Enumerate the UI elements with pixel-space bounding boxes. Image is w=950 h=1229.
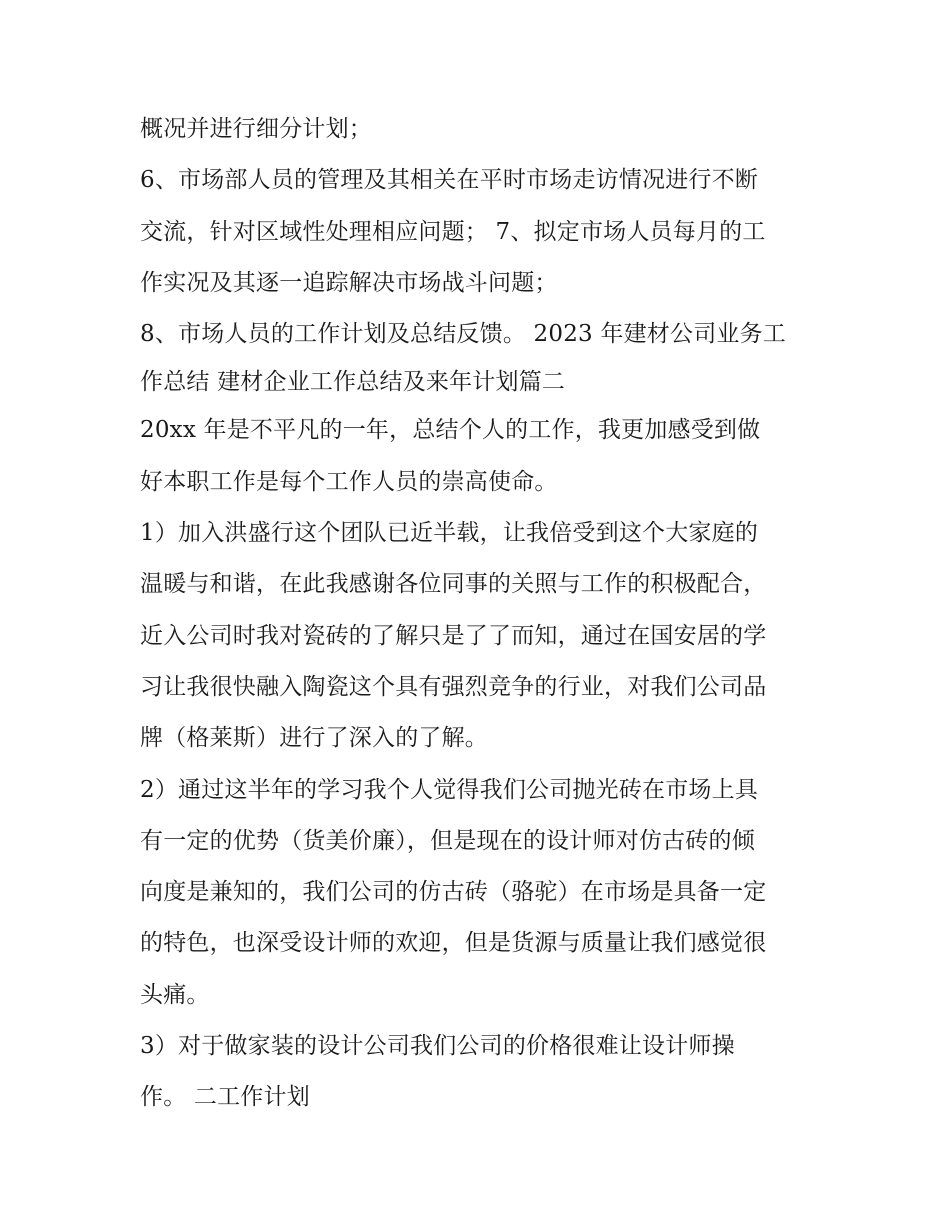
text-line-9: 1）加入洪盛行这个团队已近半载，让我倍受到这个大家庭的 [140, 520, 759, 547]
text-line-8: 好本职工作是每个工作人员的崇高使命。 [140, 468, 558, 495]
text-line-19: 3）对于做家装的设计公司我们公司的价格很难让设计师操 [140, 1033, 735, 1060]
text-line-5: 8、市场人员的工作计划及总结反馈。 2023 年建材公司业务工 [140, 321, 786, 348]
text-line-11: 近入公司时我对瓷砖的了解只是了了而知，通过在国安居的学 [140, 622, 767, 649]
text-line-18: 头痛。 [140, 981, 210, 1008]
text-line-2: 6、市场部人员的管理及其相关在平时市场走访情况进行不断 [140, 167, 759, 194]
document-body [140, 104, 830, 1124]
text-line-7: 20xx 年是不平凡的一年，总结个人的工作，我更加感受到做 [140, 417, 761, 444]
text-line-4: 作实况及其逐一追踪解决市场战斗问题； [140, 269, 558, 296]
text-line-16: 向度是兼知的，我们公司的仿古砖（骆驼）在市场是具备一定 [140, 879, 767, 906]
text-line-3: 交流，针对区域性处理相应问题； 7、拟定市场人员每月的工 [140, 218, 766, 245]
text-line-12: 习让我很快融入陶瓷这个具有强烈竞争的行业，对我们公司品 [140, 673, 767, 700]
text-line-10: 温暖与和谐，在此我感谢各位同事的关照与工作的积极配合， [140, 571, 767, 598]
text-line-1: 概况并进行细分计划； [140, 116, 372, 142]
text-line-13: 牌（格莱斯）进行了深入的了解。 [140, 725, 488, 752]
text-line-14: 2）通过这半年的学习我个人觉得我们公司抛光砖在市场上具 [140, 776, 759, 803]
text-line-20: 作。 二工作计划 [140, 1084, 310, 1111]
text-line-15: 有一定的优势（货美价廉），但是现在的设计师对仿古砖的倾 [140, 827, 755, 854]
text-line-6: 作总结 建材企业工作总结及来年计划篇二 [140, 369, 566, 396]
text-line-17: 的特色，也深受设计师的欢迎，但是货源与质量让我们感觉很 [140, 930, 767, 957]
